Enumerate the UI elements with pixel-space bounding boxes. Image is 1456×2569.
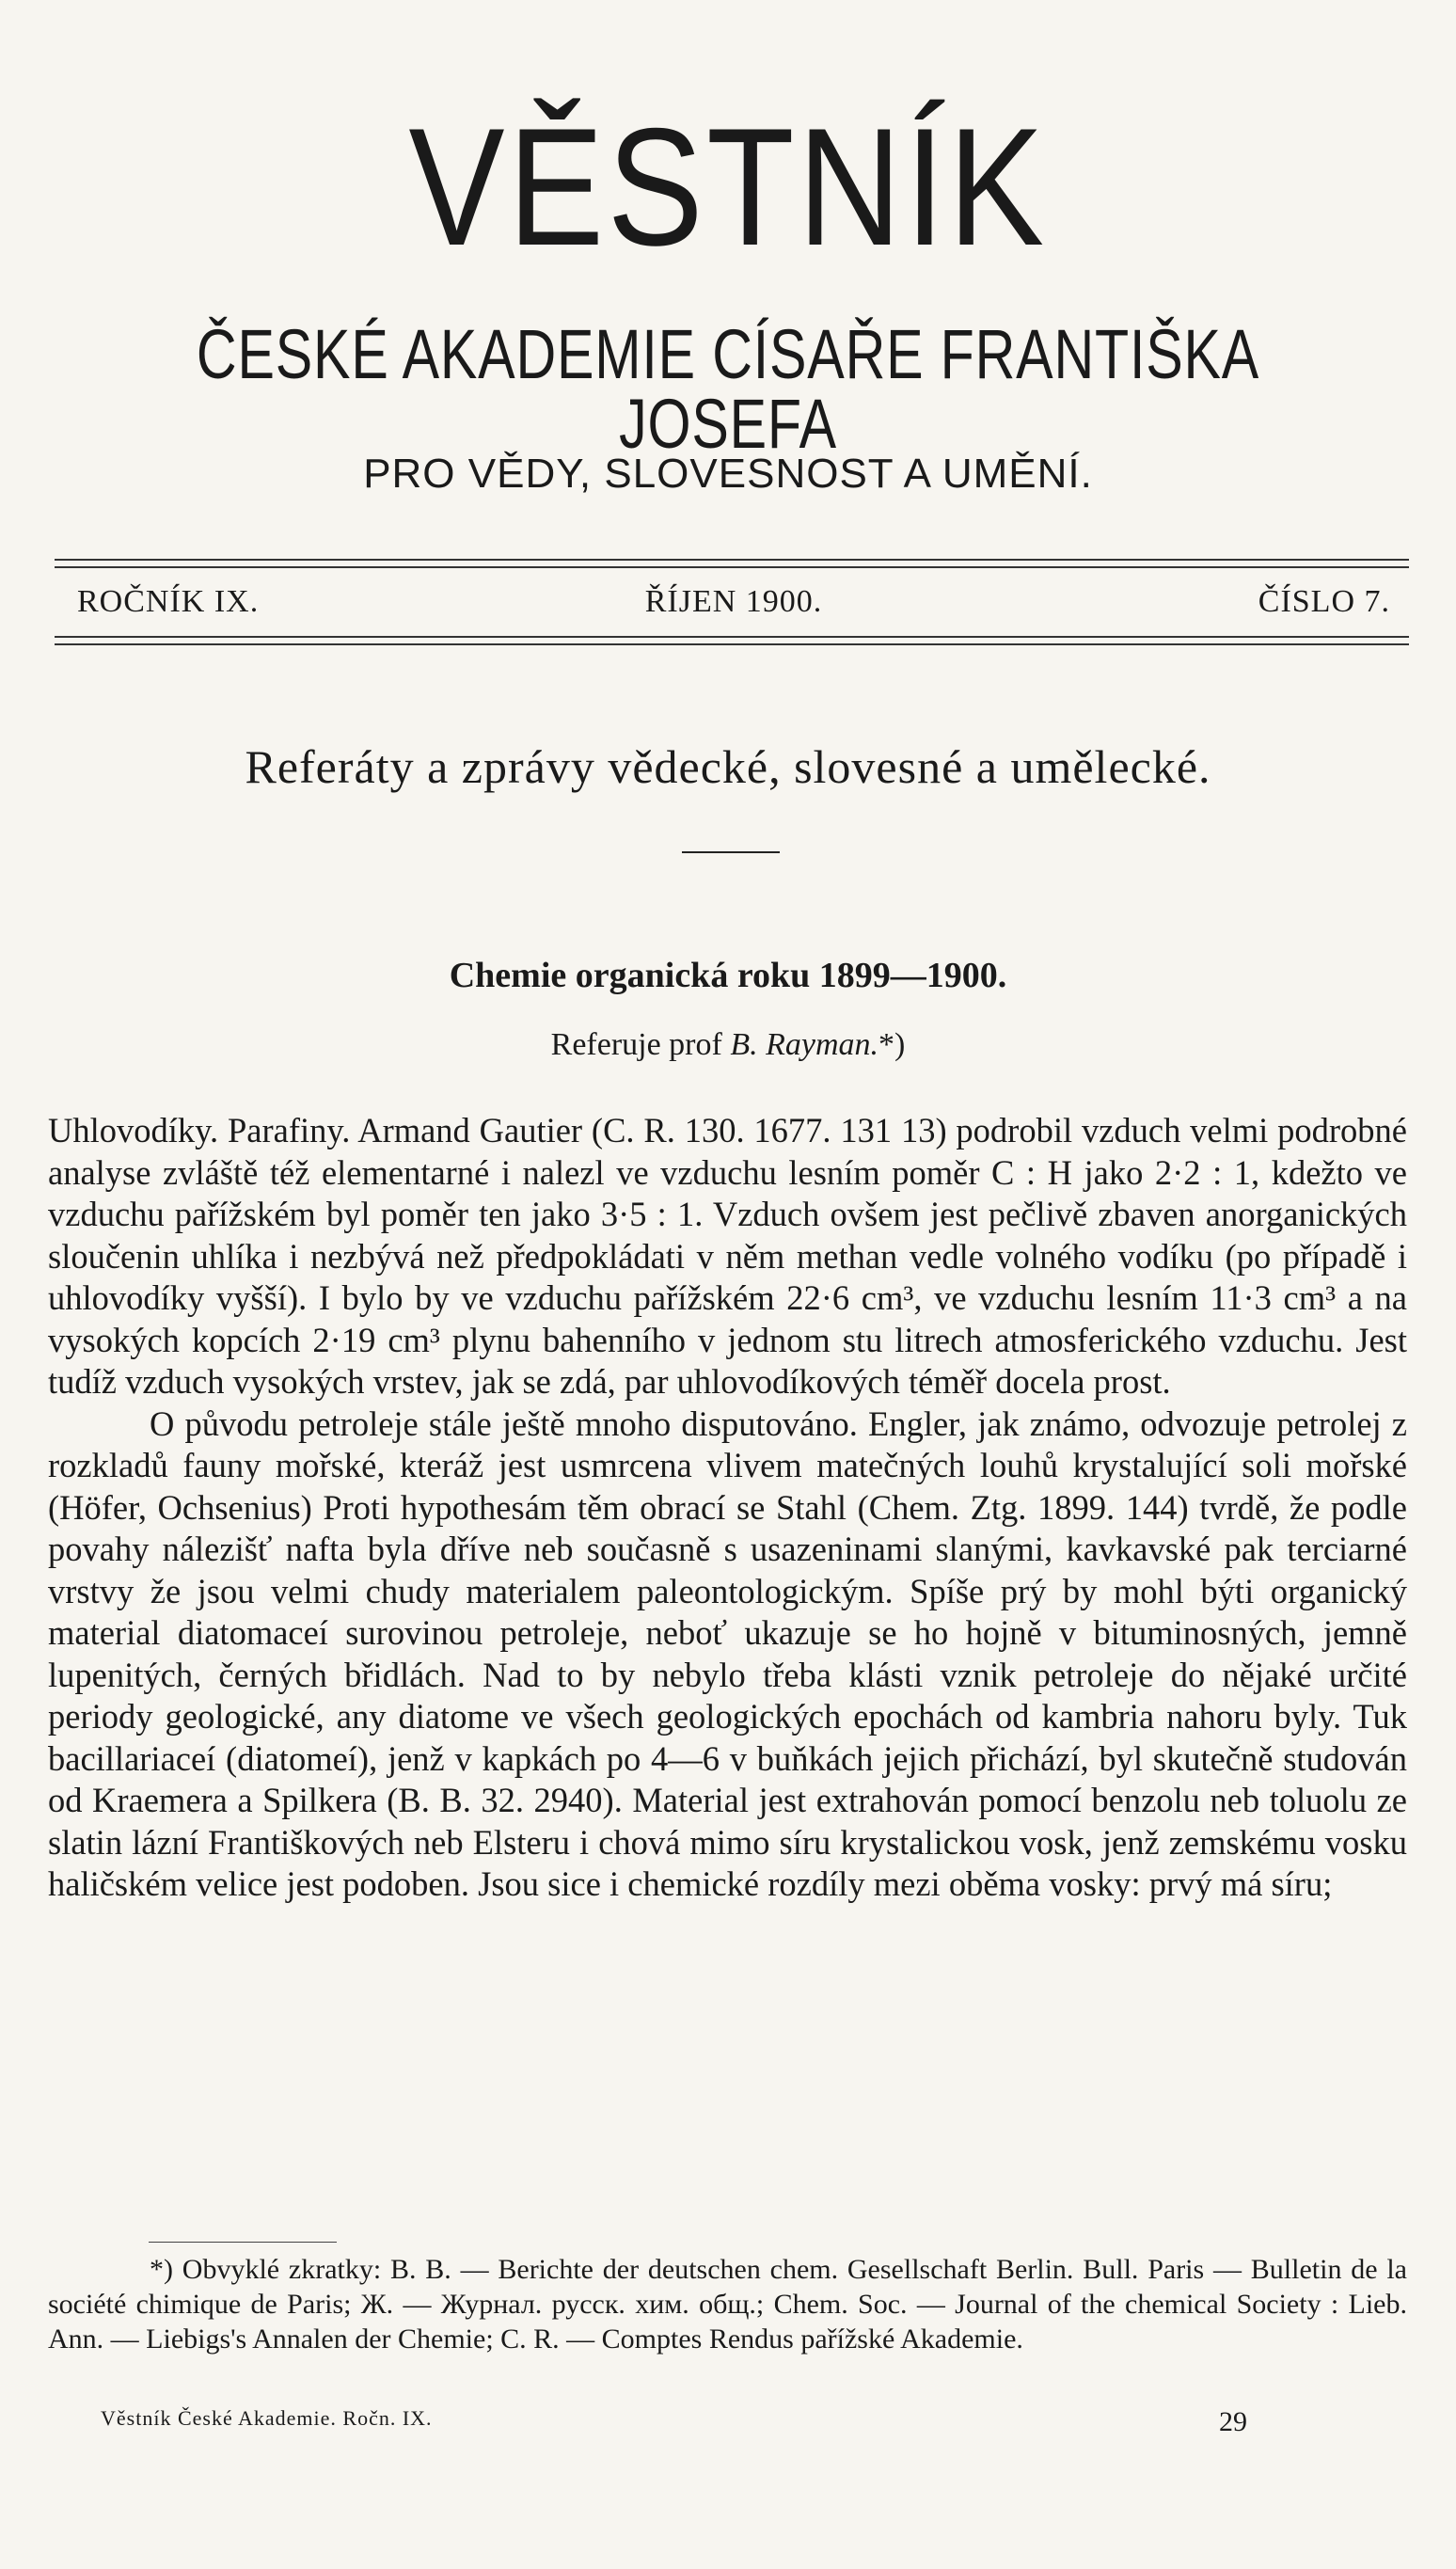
divider-rule-top [55, 559, 1409, 561]
short-divider [682, 851, 780, 853]
article-title: Chemie organická roku 1899—1900. [449, 956, 1007, 995]
page-footer-signature: Věstník České Akademie. Ročn. IX. [101, 2406, 433, 2430]
issue-date: ŘÍJEN 1900. [644, 584, 823, 619]
divider-rule-bottom-2 [55, 643, 1409, 645]
masthead-subtitle: ČESKÉ AKADEMIE CÍSAŘE FRANTIŠKA JOSEFA [196, 315, 1260, 463]
footnote-divider [149, 2242, 337, 2243]
footnote: *) Obvyklé zkratky: B. B. — Berichte der deutschen chem. Gesellschaft Berlin. Bull. Paris — Bulletin de la société chimique de Paris; Ж. — Журнал. русск. хим. общ.; Chem. Soc. — Journal of the chemical Society : Lieb. Ann. — Liebigs's Annalen der Chemie; C. R. — Comptes Rendus pařížské Akademie. [48, 2254, 1407, 2355]
page-number: 29 [1219, 2406, 1247, 2437]
issue-volume: ROČNÍK IX. [77, 584, 260, 619]
section-heading: Referáty a zprávy vědecké, slovesné a umělecké. [245, 740, 1211, 793]
article-body [48, 1110, 1407, 1906]
article-paragraph: O původu petroleje stále ještě mnoho disputováno. Engler, jak známo, odvozuje petrolej z rozkladů fauny mořské, kteráž jest usmrcena vlivem matečných louhů krystalující soli mořské (Höfer, Ochsenius) Proti hypothesám těm obrací se Stahl (Chem. Ztg. 1899. 144) tvrdě, že podle povahy nálezišť nafta byla dříve neb současně s usazeninami slanými, kavkavské pak terciarné vrstvy že jsou velmi chudy materialem paleontologickým. Spíše prý by mohl býti organický material diatomaceí surovinou petroleje, neboť ukazuje se ho hojně v bituminosných, jemně lupenitých, černých břidlách. Nad to by nebylo třeba klásti vznik petroleje do nějaké určité periody geologické, any diatome ve všech geologických epochách od kambria nahoru byly. Tuk bacillariaceí (diatomeí), jenž v kapkách po 4—6 v buňkách jejich přichází, byl skutečně studován od Kraemera a Spilkera (B. B. 32. 2940). Material jest extrahován pomocí benzolu neb toluolu ze slatin lázní Františkových neb Elsteru i chová mimo síru krystalickou vosk, jenž zemskému vosku haličském velice jest podoben. Jsou sice i chemické rozdíly mezi oběma vosky: prvý má síru; [48, 1403, 1407, 1903]
article-paragraph: Uhlovodíky. Parafiny. Armand Gautier (C. R. 130. 1677. 131 13) podrobil vzduch velmi podrobné analyse zvláště též elementarné i nalezl ve vzduchu lesním poměr C : H jako 2·2 : 1, kdežto ve vzduchu pařížském byl poměr ten jako 3·5 : 1. Vzduch ovšem jest pečlivě zbaven anorganických sloučenin uhlíka i nezbývá než předpokládati v něm methan vedle volného vodíku (po případě i uhlovodíky vyšší). I bylo by ve vzduchu pařížském 22·6 cm³, ve vzduchu lesním 11·3 cm³ a na vysokých kopcích 2·19 cm³ plynu bahenního v jednom stu litrech atmosferického vzduchu. Jest tudíž vzduch vysokých vrstev, jak se zdá, par uhlovodíkových téměř docela prost. [48, 1111, 1407, 1401]
issue-info-bar [77, 581, 1390, 623]
divider-rule-top-2 [55, 566, 1409, 568]
byline-author: B. Rayman. [730, 1027, 879, 1062]
masthead-title: VĚSTNÍK [408, 93, 1048, 280]
byline-footnote-mark: *) [878, 1027, 906, 1062]
article-byline [0, 1029, 1456, 1061]
masthead-tagline: PRO VĚDY, SLOVESNOST A UMĚNÍ. [363, 451, 1093, 497]
issue-number: ČÍSLO 7. [1258, 584, 1390, 619]
divider-rule-bottom [55, 636, 1409, 638]
byline-prefix: Referuje prof [550, 1027, 722, 1062]
